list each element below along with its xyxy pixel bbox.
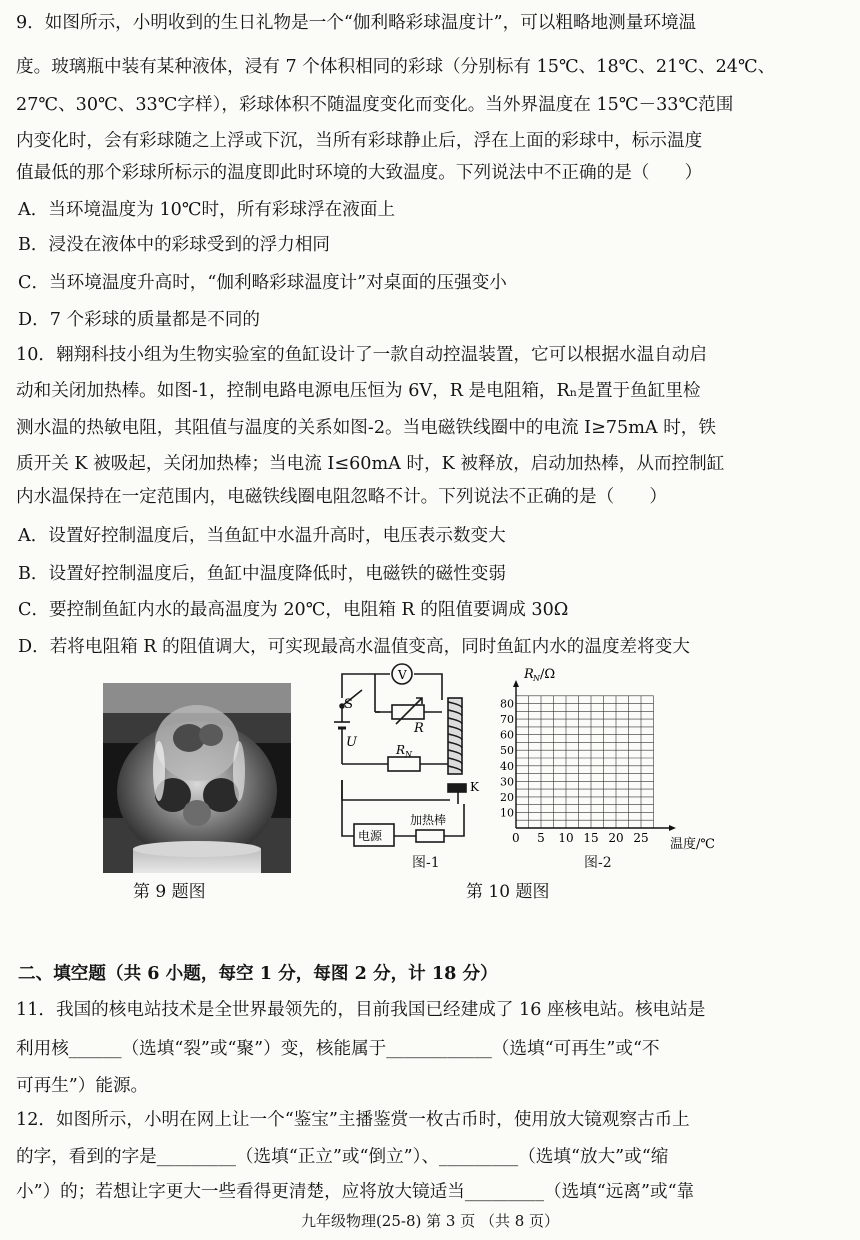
q10-option-c: C．要控制鱼缸内水的最高温度为 20℃，电阻箱 R 的阻值要调成 30Ω xyxy=(18,600,569,620)
q10-line-4: 质开关 K 被吸起，关闭加热棒；当电流 I≤60mA 时，K 被释放，启动加热棒，从而控制缸 xyxy=(16,454,725,474)
q11-line-1: 11．我国的核电站技术是全世界最领先的，目前我国已经建成了 16 座核电站。核电站是 xyxy=(16,1000,706,1020)
graph-y-tick-label: 30 xyxy=(500,775,514,789)
voltmeter-label: V xyxy=(398,668,407,682)
q10-resistance-graph xyxy=(494,664,714,854)
fig2-label: 图-2 xyxy=(584,855,612,871)
source-label: U xyxy=(346,735,357,750)
graph-y-tick-label: 20 xyxy=(500,790,514,804)
q12-line-3: 小”）的；若想让字更大一些看得更清楚，应将放大镜适当_________（选填“远离”或“靠 xyxy=(16,1182,695,1202)
graph-y-tick-label: 50 xyxy=(500,744,514,758)
graph-y-tick-label: 40 xyxy=(500,759,514,773)
q10-option-a: A．设置好控制温度后，当鱼缸中水温升高时，电压表示数变大 xyxy=(18,526,506,546)
graph-origin-label: 0 xyxy=(512,831,520,845)
q9-option-d: D．7 个彩球的质量都是不同的 xyxy=(18,310,261,330)
graph-y-axis-arrow xyxy=(513,680,519,687)
graph-x-tick-label: 10 xyxy=(558,831,574,845)
q9-line-3: 27℃、30℃、33℃字样），彩球体积不随温度变化而变化。当外界温度在 15℃－33℃范围 xyxy=(16,95,734,115)
section-2-heading: 二、填空题（共 6 小题，每空 1 分，每图 2 分，计 18 分） xyxy=(18,963,498,984)
page-footer: 九年级物理(25-8) 第 3 页 （共 8 页） xyxy=(300,1212,560,1230)
q10-circuit-diagram xyxy=(330,660,500,848)
q11-line-3: 可再生”）能源。 xyxy=(16,1076,149,1096)
q10-line-2: 动和关闭加热棒。如图-1，控制电路电源电压恒为 6V，R 是电阻箱，Rₙ是置于鱼缸里检 xyxy=(16,381,701,401)
q11-line-2: 利用核______（选填“裂”或“聚”）变，核能属于____________（选填“可再生”或“不 xyxy=(16,1039,660,1059)
graph-x-tick-label: 25 xyxy=(633,831,649,845)
q9-option-c: C．当环境温度升高时，“伽利略彩球温度计”对桌面的压强变小 xyxy=(18,273,507,293)
graph-tick-labels xyxy=(500,698,649,845)
graph-x-tick-label: 15 xyxy=(583,831,599,845)
graph-y-tick-label: 10 xyxy=(500,806,514,820)
graph-x-title: 温度/℃ xyxy=(670,837,714,852)
k-switch-label: K xyxy=(470,780,479,794)
graph-y-title: R xyxy=(524,667,534,682)
switch-label: S xyxy=(344,697,353,712)
graph-x-axis-arrow xyxy=(669,825,676,831)
q12-line-2: 的字，看到的字是_________（选填“正立”或“倒立”）、_________（选填“放大”或“缩 xyxy=(16,1147,669,1167)
q9-line-1: 9．如图所示，小明收到的生日礼物是一个“伽利略彩球温度计”，可以粗略地测量环境温 xyxy=(16,13,697,33)
graph-axes xyxy=(513,680,676,831)
graph-y-tick-label: 70 xyxy=(500,713,514,727)
q10-line-1: 10．翱翔科技小组为生物实验室的鱼缸设计了一款自动控温装置，它可以根据水温自动启 xyxy=(16,345,707,365)
q9-line-5: 值最低的那个彩球所标示的温度即此时环境的大致温度。下列说法中不正确的是（ ） xyxy=(16,163,703,183)
graph-y-tick-label: 60 xyxy=(500,728,514,742)
fig1-label: 图-1 xyxy=(412,855,440,871)
graph-x-tick-label: 20 xyxy=(608,831,624,845)
heater-label: 加热棒 xyxy=(410,813,447,827)
q9-option-a: A．当环境温度为 10℃时，所有彩球浮在液面上 xyxy=(18,200,396,220)
resistor-box-label: R xyxy=(414,721,424,736)
caption-fig9: 第 9 题图 xyxy=(133,882,206,902)
q10-option-b: B．设置好控制温度后，鱼缸中温度降低时，电磁铁的磁性变弱 xyxy=(18,564,506,584)
q10-line-5: 内水温保持在一定范围内，电磁铁线圈电阻忽略不计。下列说法不正确的是（ ） xyxy=(16,487,667,507)
graph-x-tick-label: 5 xyxy=(537,831,545,845)
thermistor-subscript: N xyxy=(405,750,412,759)
graph-y-title-subscript: N xyxy=(533,674,540,683)
graph-grid xyxy=(516,696,654,828)
caption-fig10: 第 10 题图 xyxy=(466,882,550,902)
q9-thermometer-photo xyxy=(103,683,291,873)
q10-option-d: D．若将电阻箱 R 的阻值调大，可实现最高水温值变高，同时鱼缸内水的温度差将变大 xyxy=(18,637,690,657)
power-supply-label: 电源 xyxy=(358,829,383,843)
thermistor-label: R xyxy=(396,743,406,757)
q9-line-2: 度。玻璃瓶中装有某种液体，浸有 7 个体积相同的彩球（分别标有 15℃、18℃、21℃、24℃、 xyxy=(16,57,776,77)
q9-line-4: 内变化时，会有彩球随之上浮或下沉，当所有彩球静止后，浮在上面的彩球中，标示温度 xyxy=(16,131,703,151)
q9-option-b: B．浸没在液体中的彩球受到的浮力相同 xyxy=(18,235,331,255)
graph-y-tick-label: 80 xyxy=(500,697,514,711)
q10-line-3: 测水温的热敏电阻，其阻值与温度的关系如图-2。当电磁铁线圈中的电流 I≥75mA 时，铁 xyxy=(16,418,716,438)
q12-line-1: 12．如图所示，小明在网上让一个“鉴宝”主播鉴赏一枚古币时，使用放大镜观察古币上 xyxy=(16,1110,690,1130)
graph-y-title-unit: /Ω xyxy=(540,667,556,682)
